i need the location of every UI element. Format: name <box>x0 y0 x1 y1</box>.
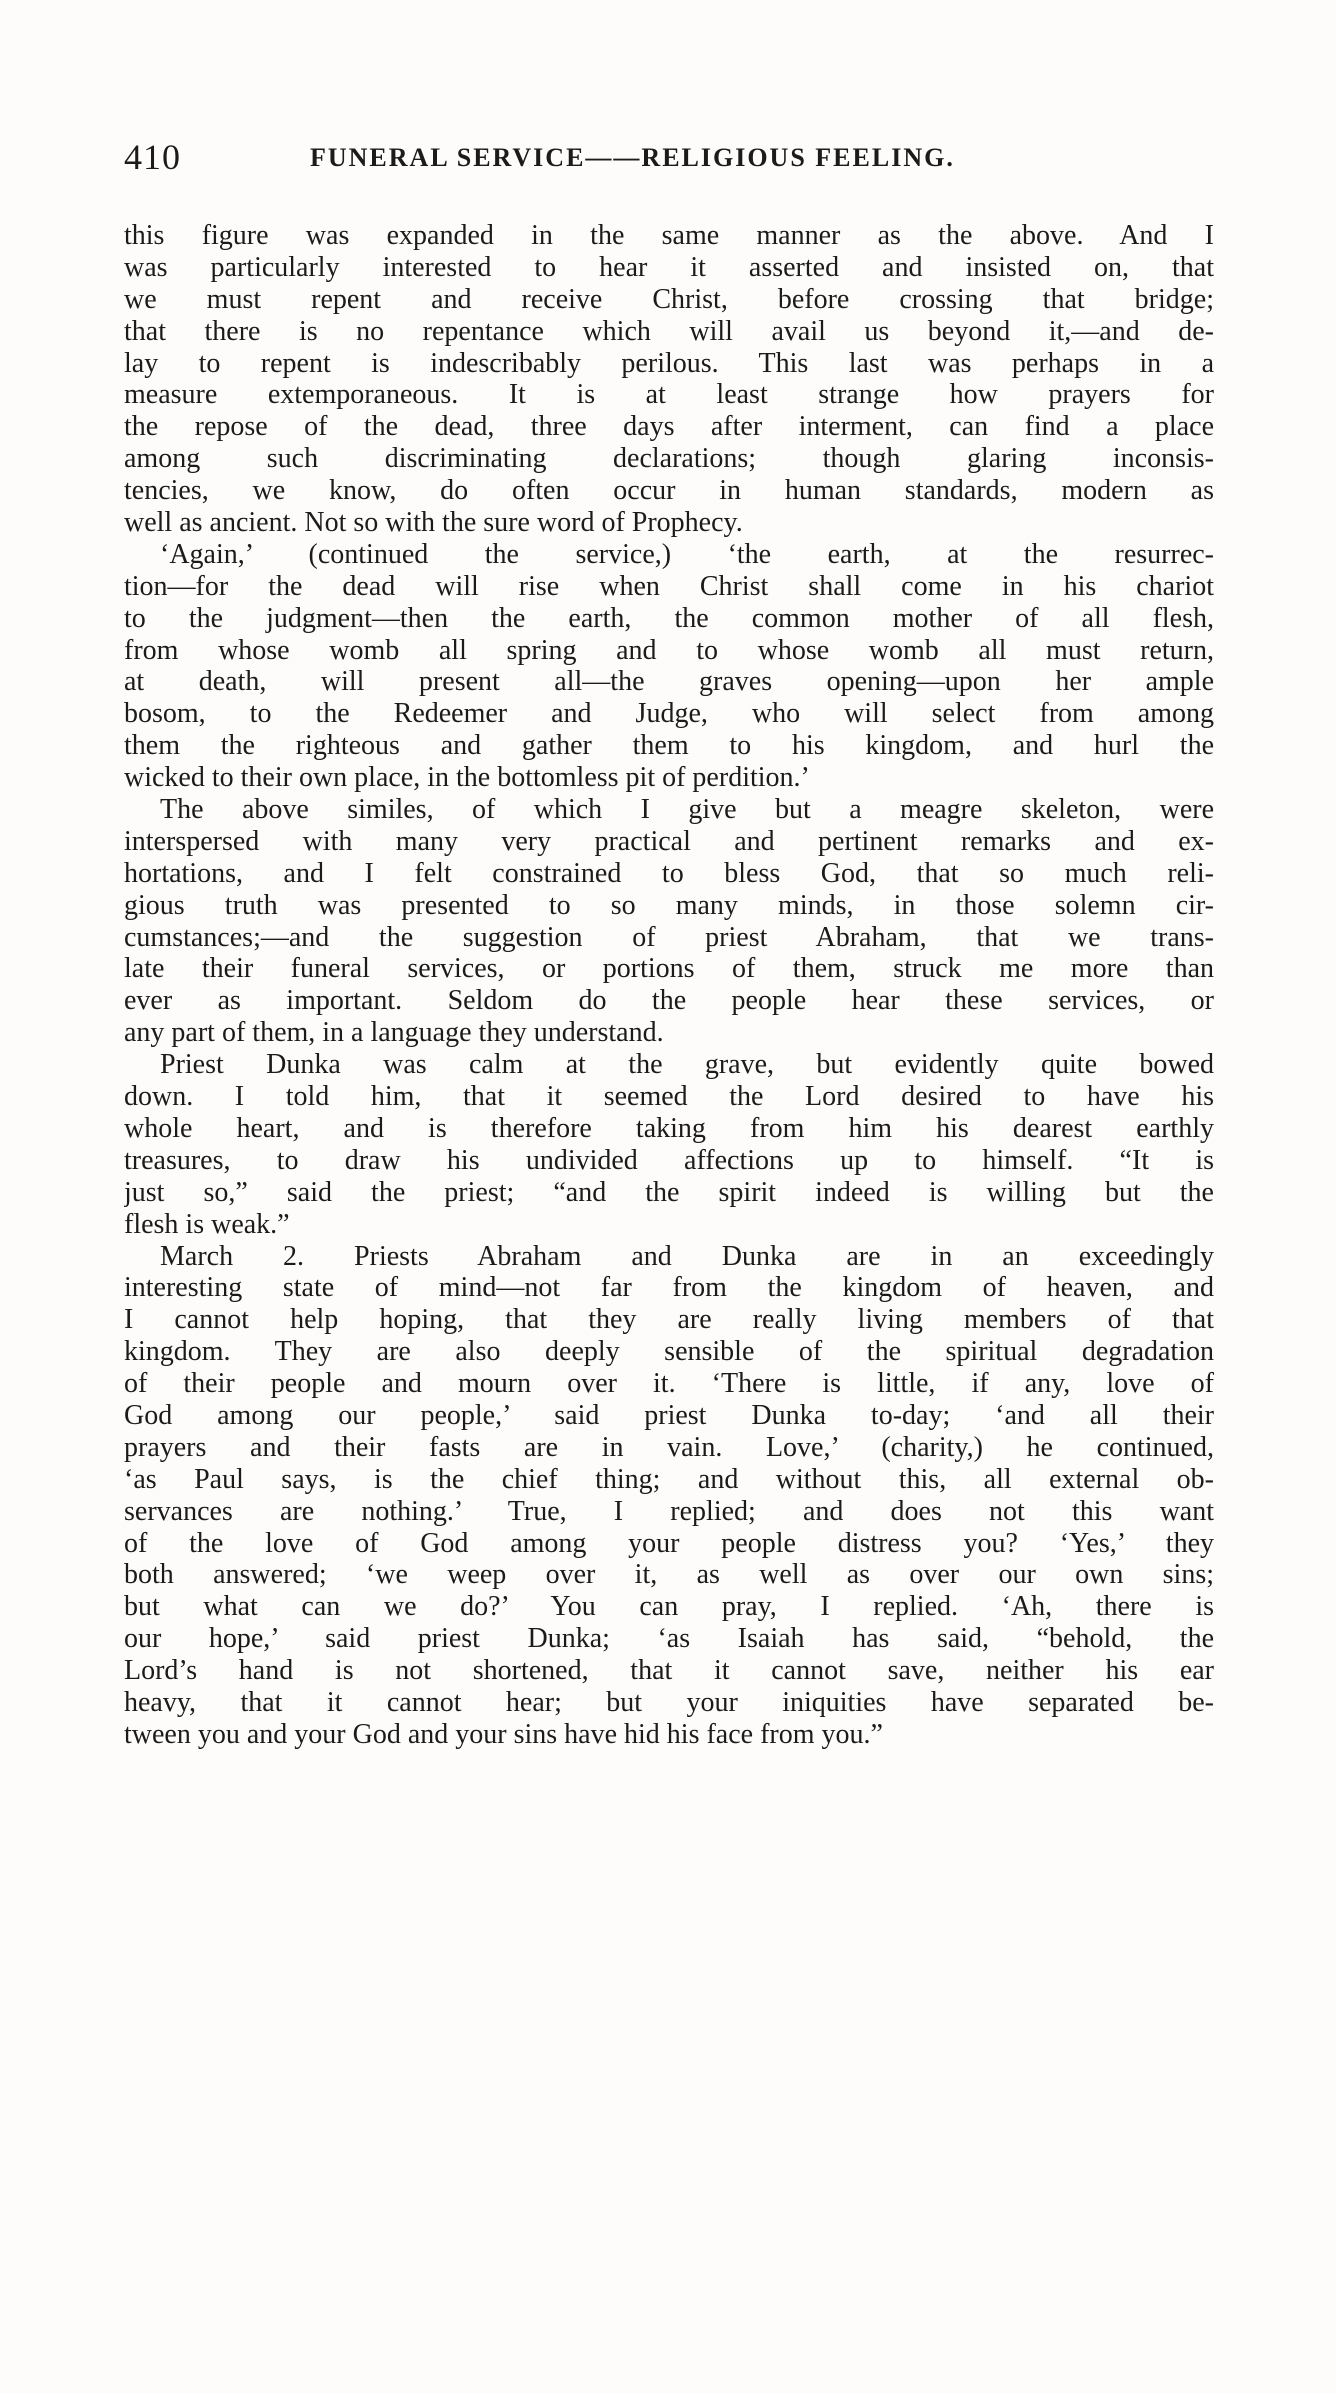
text-line: prayers and their fasts are in vain. Love,’ (charity,) he continued, <box>124 1431 1214 1463</box>
page-number: 410 <box>124 137 181 177</box>
text-line: tencies, we know, do often occur in human standards, modern as <box>124 475 1214 507</box>
text-line: kingdom. They are also deeply sensible of the spiritual degradation <box>124 1336 1214 1368</box>
text-line: ‘as Paul says, is the chief thing; and without this, all external ob- <box>124 1463 1214 1495</box>
text-line: but what can we do?’ You can pray, I replied. ‘Ah, there is <box>124 1591 1214 1623</box>
text-line: interspersed with many very practical and pertinent remarks and ex- <box>124 825 1214 857</box>
text-line: our hope,’ said priest Dunka; ‘as Isaiah has said, “behold, the <box>124 1623 1214 1655</box>
text-line: Lord’s hand is not shortened, that it cannot save, neither his ear <box>124 1655 1214 1687</box>
text-line: ever as important. Seldom do the people hear these services, or <box>124 985 1214 1017</box>
text-line: them the righteous and gather them to his kingdom, and hurl the <box>124 730 1214 762</box>
text-line: we must repent and receive Christ, before crossing that bridge; <box>124 283 1214 315</box>
text-line: God among our people,’ said priest Dunka to-day; ‘and all their <box>124 1399 1214 1431</box>
text-line: was particularly interested to hear it asserted and insisted on, that <box>124 251 1214 283</box>
text-line: that there is no repentance which will avail us beyond it,—and de- <box>124 315 1214 347</box>
text-line: at death, will present all—the graves opening—upon her ample <box>124 666 1214 698</box>
text-line: tion—for the dead will rise when Christ shall come in his chariot <box>124 570 1214 602</box>
text-line: interesting state of mind—not far from the kingdom of heaven, and <box>124 1272 1214 1304</box>
text-line: March 2. Priests Abraham and Dunka are in an exceedingly <box>160 1240 1214 1272</box>
text-line: of their people and mourn over it. ‘There is little, if any, love of <box>124 1368 1214 1400</box>
page-header <box>124 136 1214 184</box>
text-line: among such discriminating declarations; though glaring inconsis- <box>124 443 1214 475</box>
text-line: of the love of God among your people distress you? ‘Yes,’ they <box>124 1527 1214 1559</box>
text-line: cumstances;—and the suggestion of priest Abraham, that we trans- <box>124 921 1214 953</box>
text-line: bosom, to the Redeemer and Judge, who will select from among <box>124 698 1214 730</box>
text-line: whole heart, and is therefore taking from him his dearest earthly <box>124 1112 1214 1144</box>
text-line: late their funeral services, or portions of them, struck me more than <box>124 953 1214 985</box>
text-line: measure extemporaneous. It is at least strange how prayers for <box>124 379 1214 411</box>
text-line: heavy, that it cannot hear; but your iniquities have separated be- <box>124 1686 1214 1718</box>
text-line: both answered; ‘we weep over it, as well as over our own sins; <box>124 1559 1214 1591</box>
running-head: FUNERAL SERVICE——RELIGIOUS FEELING. <box>310 143 955 172</box>
text-line: treasures, to draw his undivided affections up to himself. “It is <box>124 1144 1214 1176</box>
text-line: gious truth was presented to so many minds, in those solemn cir- <box>124 889 1214 921</box>
text-line: hortations, and I felt constrained to bless God, that so much reli- <box>124 857 1214 889</box>
text-line: the repose of the dead, three days after interment, can find a place <box>124 411 1214 443</box>
text-line: this figure was expanded in the same manner as the above. And I <box>124 220 1214 251</box>
text-line: ‘Again,’ (continued the service,) ‘the earth, at the resurrec- <box>160 538 1214 570</box>
text-line: from whose womb all spring and to whose womb all must return, <box>124 634 1214 666</box>
text-line: flesh is weak.” <box>124 1208 290 1240</box>
text-line: just so,” said the priest; “and the spirit indeed is willing but the <box>124 1176 1214 1208</box>
body-text <box>124 220 1214 1751</box>
text-line: wicked to their own place, in the bottomless pit of perdition.’ <box>124 762 810 794</box>
text-line: down. I told him, that it seemed the Lord desired to have his <box>124 1081 1214 1113</box>
text-line: any part of them, in a language they understand. <box>124 1017 664 1049</box>
text-line: to the judgment—then the earth, the common mother of all flesh, <box>124 602 1214 634</box>
text-line: tween you and your God and your sins have hid his face from you.” <box>124 1718 883 1750</box>
text-line: well as ancient. Not so with the sure word of Prophecy. <box>124 507 743 539</box>
text-line: lay to repent is indescribably perilous. This last was perhaps in a <box>124 347 1214 379</box>
text-line: Priest Dunka was calm at the grave, but evidently quite bowed <box>160 1049 1214 1081</box>
text-line: I cannot help hoping, that they are really living members of that <box>124 1304 1214 1336</box>
text-line: servances are nothing.’ True, I replied; and does not this want <box>124 1495 1214 1527</box>
text-line: The above similes, of which I give but a meagre skeleton, were <box>160 794 1214 826</box>
